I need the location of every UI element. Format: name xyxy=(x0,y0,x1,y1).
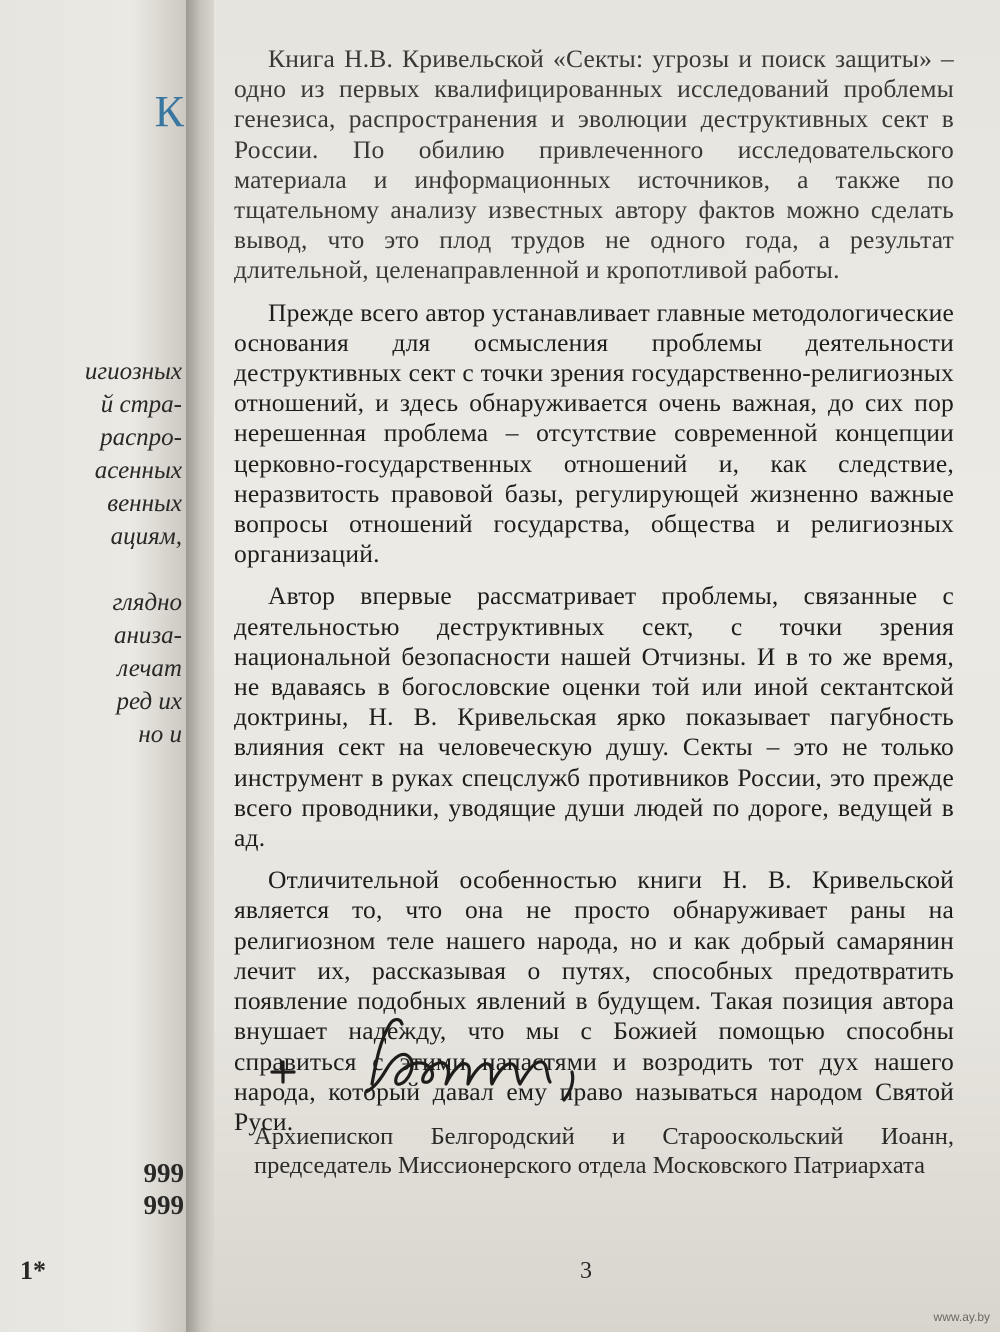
book-page xyxy=(214,0,1000,1332)
left-facing-page xyxy=(0,0,190,1332)
author-attribution: Архиепископ Белгородский и Старооскольский Иоанн, председатель Миссионерского отдела Московского Патриархата xyxy=(254,1123,954,1179)
left-page-fragment: венных xyxy=(107,490,182,517)
left-page-fragment: распро- xyxy=(100,424,182,451)
left-page-fragment: глядно xyxy=(112,589,182,616)
left-page-fragment: лечат xyxy=(117,655,182,682)
left-page-fragment: асенных xyxy=(94,457,182,484)
left-page-fragment: аниза- xyxy=(114,622,182,649)
left-page-fragment: ациям, xyxy=(110,523,182,550)
paragraph: Прежде всего автор устанавливает главные методологические основания для осмысления проблемы деятельности деструктивных сект с точки зрения государственно-религиозных отношений, и здесь обнаруживается очень важная, до сих пор нерешенная проблема – отсутствие современной концепции церковно-государственных отношений и, как следствие, неразвитость правовой базы, регулирующей жизненно важные вопросы отношений государства, общества и религиозных организаций. xyxy=(234,297,954,569)
page-body xyxy=(234,44,954,1149)
paragraph: Автор впервые рассматривает проблемы, связанные с деятельностью деструктивных сект, с точки зрения национальной безопасности нашей Отчизны. И в то же время, не вдаваясь в богословские оценки той или иной сектантской доктрины, Н. В. Кривельская ярко показывает пагубность влияния сект на человеческую душу. Секты – это не только инструмент в руках спецслужб противников России, это прежде всего проводники, уводящие души людей по дороге, ведущей в ад. xyxy=(234,581,954,853)
paragraph: Книга Н.В. Кривельской «Секты: угрозы и поиск защиты» – одно из первых квалифицированных исследований проблемы генезиса, распространения и эволюции деструктивных сект в России. По обилию привлеченного исследовательского материала и информационных источников, а также по тщательному анализу известных автору фактов можно сделать вывод, что это плод трудов не одного года, а результат длительной, целенаправленной и кропотливой работы. xyxy=(234,44,954,285)
left-page-large-letter: К xyxy=(154,87,184,136)
left-page-fragment: но и xyxy=(138,721,182,748)
watermark: www.ay.by xyxy=(933,1310,990,1324)
left-page-fragment: ред их xyxy=(116,688,182,715)
left-page-year: 999 xyxy=(143,1158,184,1188)
left-page-year: 999 xyxy=(143,1190,184,1220)
paragraph: Отличительной особенностью книги Н. В. Кривельской является то, что она не просто обнаруживает раны на религиозном теле нашего народа, но и как добрый самарянин лечит их, рассказывая о путях, способных предотвратить появление подобных явлений в будущем. Такая позиция автора внушает надежду, что мы с Божией помощью способны справиться с этими напастями и возродить тот дух нашего народа, который давал ему право называться народом Святой Руси. xyxy=(234,865,954,1136)
page-number: 3 xyxy=(580,1258,592,1284)
signature-mark: 1* xyxy=(20,1256,46,1285)
left-page-fragment: й стра- xyxy=(100,391,182,418)
handwritten-signature xyxy=(254,1010,614,1110)
left-page-fragment: игиозных xyxy=(84,358,182,385)
